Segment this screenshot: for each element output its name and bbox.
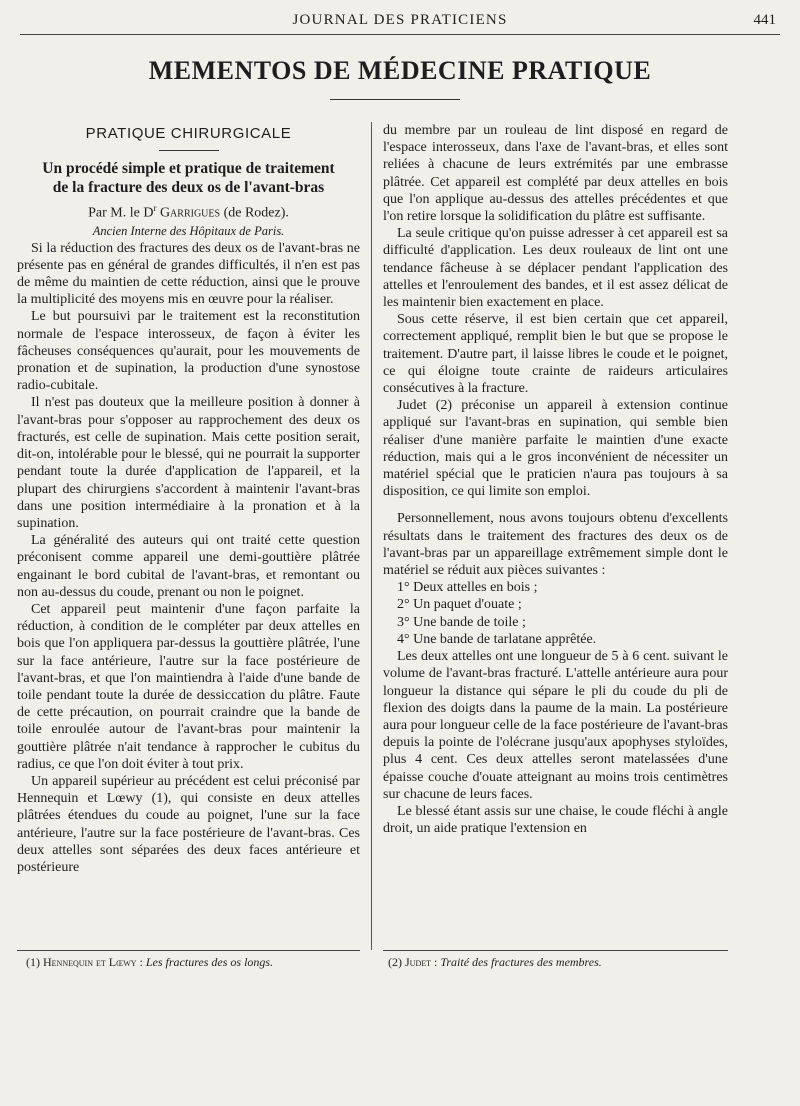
article-title-line-2: de la fracture des deux os de l'avant-bras [52, 179, 325, 196]
paragraph: Judet (2) préconise un appareil à extension continue appliqué sur l'avant-bras en supination, qui semble bien réaliser d'une manière parfaite le maintien d'une exacte réduction, mais qui a le gros inconvénient de nécessiter un matériel spécial que le praticien n'aura pas toujours à sa disposition, ce qui limite son emploi. [383, 398, 728, 500]
section-rule [159, 150, 219, 151]
byline-sup: r [153, 203, 157, 213]
footnote-rule-left [17, 950, 360, 951]
paragraph: Cet appareil peut maintenir d'une façon parfaite la réduction, à condition de le compléter par deux attelles en bois que l'on appliquera par-dessus la gouttière plâtrée, l'une sur la face antérieure, l'autre sur la face postérieure de l'avant-bras, et que l'on maintiendra à l'aide d'une bande de toile pendant toute la durée de dessiccation du plâtre. Faute de cette précaution, on pourrait craindre que la bande de toile enroulée autour de l'avant-bras pour maintenir la gouttière plâtrée n'ait tendance à rapprocher le cubitus du radius, ce que l'on doit éviter à tout prix. [17, 601, 360, 772]
column-divider [371, 122, 372, 950]
paragraph: La généralité des auteurs qui ont traité cette question préconisent comme appareil une demi-gouttière plâtrée engainant le bord cubital de l'avant-bras, et remontant ou non au-dessus du coude, prenant ou non le poignet. [17, 533, 360, 600]
footnote-title: Traité des fractures des membres. [440, 955, 602, 969]
paragraph: Les deux attelles ont une longueur de 5 à 6 cent. suivant le volume de l'avant-bras fracturé. L'attelle antérieure aura pour longueur la distance qui sépare le pli du coude du pli de flexion des doigts dans la paume de la main. La postérieure aura pour longueur celle de la face postérieure de l'avant-bras depuis la pointe de l'olécrane jusqu'aux apophyses styloïdes, plus 4 cent. Ces deux attelles seront matelassées d'une épaisse couche d'ouate atteignant au moins trois centimètres sur chacune de leurs faces. [383, 649, 728, 802]
footnote-rule-right [383, 950, 728, 951]
footnote-2 [388, 955, 728, 970]
article-title-line-1: Un procédé simple et pratique de traitement [42, 160, 335, 177]
paragraph: Il n'est pas douteux que la meilleure position à donner à l'avant-bras pour s'opposer au rapprochement des deux os fracturés, est celle de supination. Mais cette position serait, dit-on, intolérable pour le blessé, qui ne pourrait la supporter pendant toute la durée d'application de l'appareil, et la plupart des chirurgiens s'accordent à maintenir l'avant-bras dans une position intermédiaire à la pronation et à la supination. [17, 395, 360, 531]
footnote-1 [26, 955, 360, 970]
running-head [20, 10, 780, 35]
author-affiliation: Ancien Interne des Hôpitaux de Paris. [92, 223, 285, 238]
title-rule [330, 99, 460, 100]
paragraph: du membre par un rouleau de lint disposé en regard de l'espace interosseux, dans l'axe de l'avant-bras, et elles sont reliées à chacune de leurs extrémités par une embrasse plâtrée. Cet appareil est complété par deux attelles en bois que l'on applique au-dessus des attelles précédentes et que l'on retire lorsque la solidification du plâtre est suffisante. [383, 123, 728, 225]
page-title: MEMENTOS DE MÉDECINE PRATIQUE [148, 56, 652, 85]
author-name: Garrigues [159, 205, 221, 221]
footnote-number: (1) [26, 955, 40, 969]
journal-name: JOURNAL DES PRATICIENS [292, 12, 508, 28]
paragraph: La seule critique qu'on puisse adresser à cet appareil est sa difficulté d'application. Les deux rouleaux de lint ont une tendance fâcheuse à se déplacer pendant l'application des attelles et l'enroulement des bandes, et il est assez délicat de les maintenir bien exactement en place. [383, 226, 728, 311]
list-item: 4° Une bande de tarlatane apprêtée. [397, 631, 597, 647]
paragraph: Sous cette réserve, il est bien certain que cet appareil, correctement appliqué, remplit bien le but que se propose le traitement. D'autre part, il laisse libres le coude et le poignet, ce qui éloigne toute crainte de raideurs articulaires consécutives à la fracture. [383, 312, 728, 397]
byline-prefix: Par M. le D [88, 205, 154, 221]
footnote-title: Les fractures des os longs. [145, 955, 274, 969]
paragraph: Un appareil supérieur au précédent est celui préconisé par Hennequin et Lœwy (1), qui consiste en deux attelles plâtrées étendues du coude au poignet, l'une sur la face antérieure, l'autre sur la face postérieure de l'avant-bras. Ces deux attelles sont séparées des deux faces antérieure et postérieure [17, 773, 360, 875]
section-title: PRATIQUE CHIRURGICALE [85, 125, 292, 142]
paragraph: Le blessé étant assis sur une chaise, le coude fléchi à angle droit, un aide pratique l'extension en [383, 803, 728, 837]
footnote-authors: Hennequin et Lœwy : [43, 955, 143, 969]
paragraph: Si la réduction des fractures des deux os de l'avant-bras ne présente pas en général de grandes difficultés, il n'en est pas de même du maintien de cette réduction, ainsi que le prouve la multiplicité des moyens mis en œuvre pour la réaliser. [17, 240, 360, 308]
paragraph: Personnellement, nous avons toujours obtenu d'excellents résultats dans le traitement des fractures des deux os de l'avant-bras par un appareillage extrêmement simple dont le matériel se réduit aux pièces suivantes : [383, 511, 728, 579]
footnote-number: (2) [388, 955, 402, 969]
article-title [17, 159, 360, 197]
right-column [383, 122, 728, 837]
list-item: 1° Deux attelles en bois ; [397, 580, 538, 596]
author-place: (de Rodez). [223, 205, 289, 221]
byline [17, 199, 360, 223]
left-column [17, 122, 360, 876]
list-item: 3° Une bande de toile ; [397, 614, 526, 630]
list-item: 2° Un paquet d'ouate ; [397, 597, 522, 613]
page-number: 441 [753, 12, 776, 28]
footnote-authors: Judet : [405, 955, 438, 969]
paragraph: Le but poursuivi par le traitement est la reconstitution normale de l'espace interosseux, de façon à éviter les fâcheuses conséquences qu'aurait, pour les mouvements de pronation et de supination, la production d'une synostose radio-cubitale. [17, 309, 360, 394]
